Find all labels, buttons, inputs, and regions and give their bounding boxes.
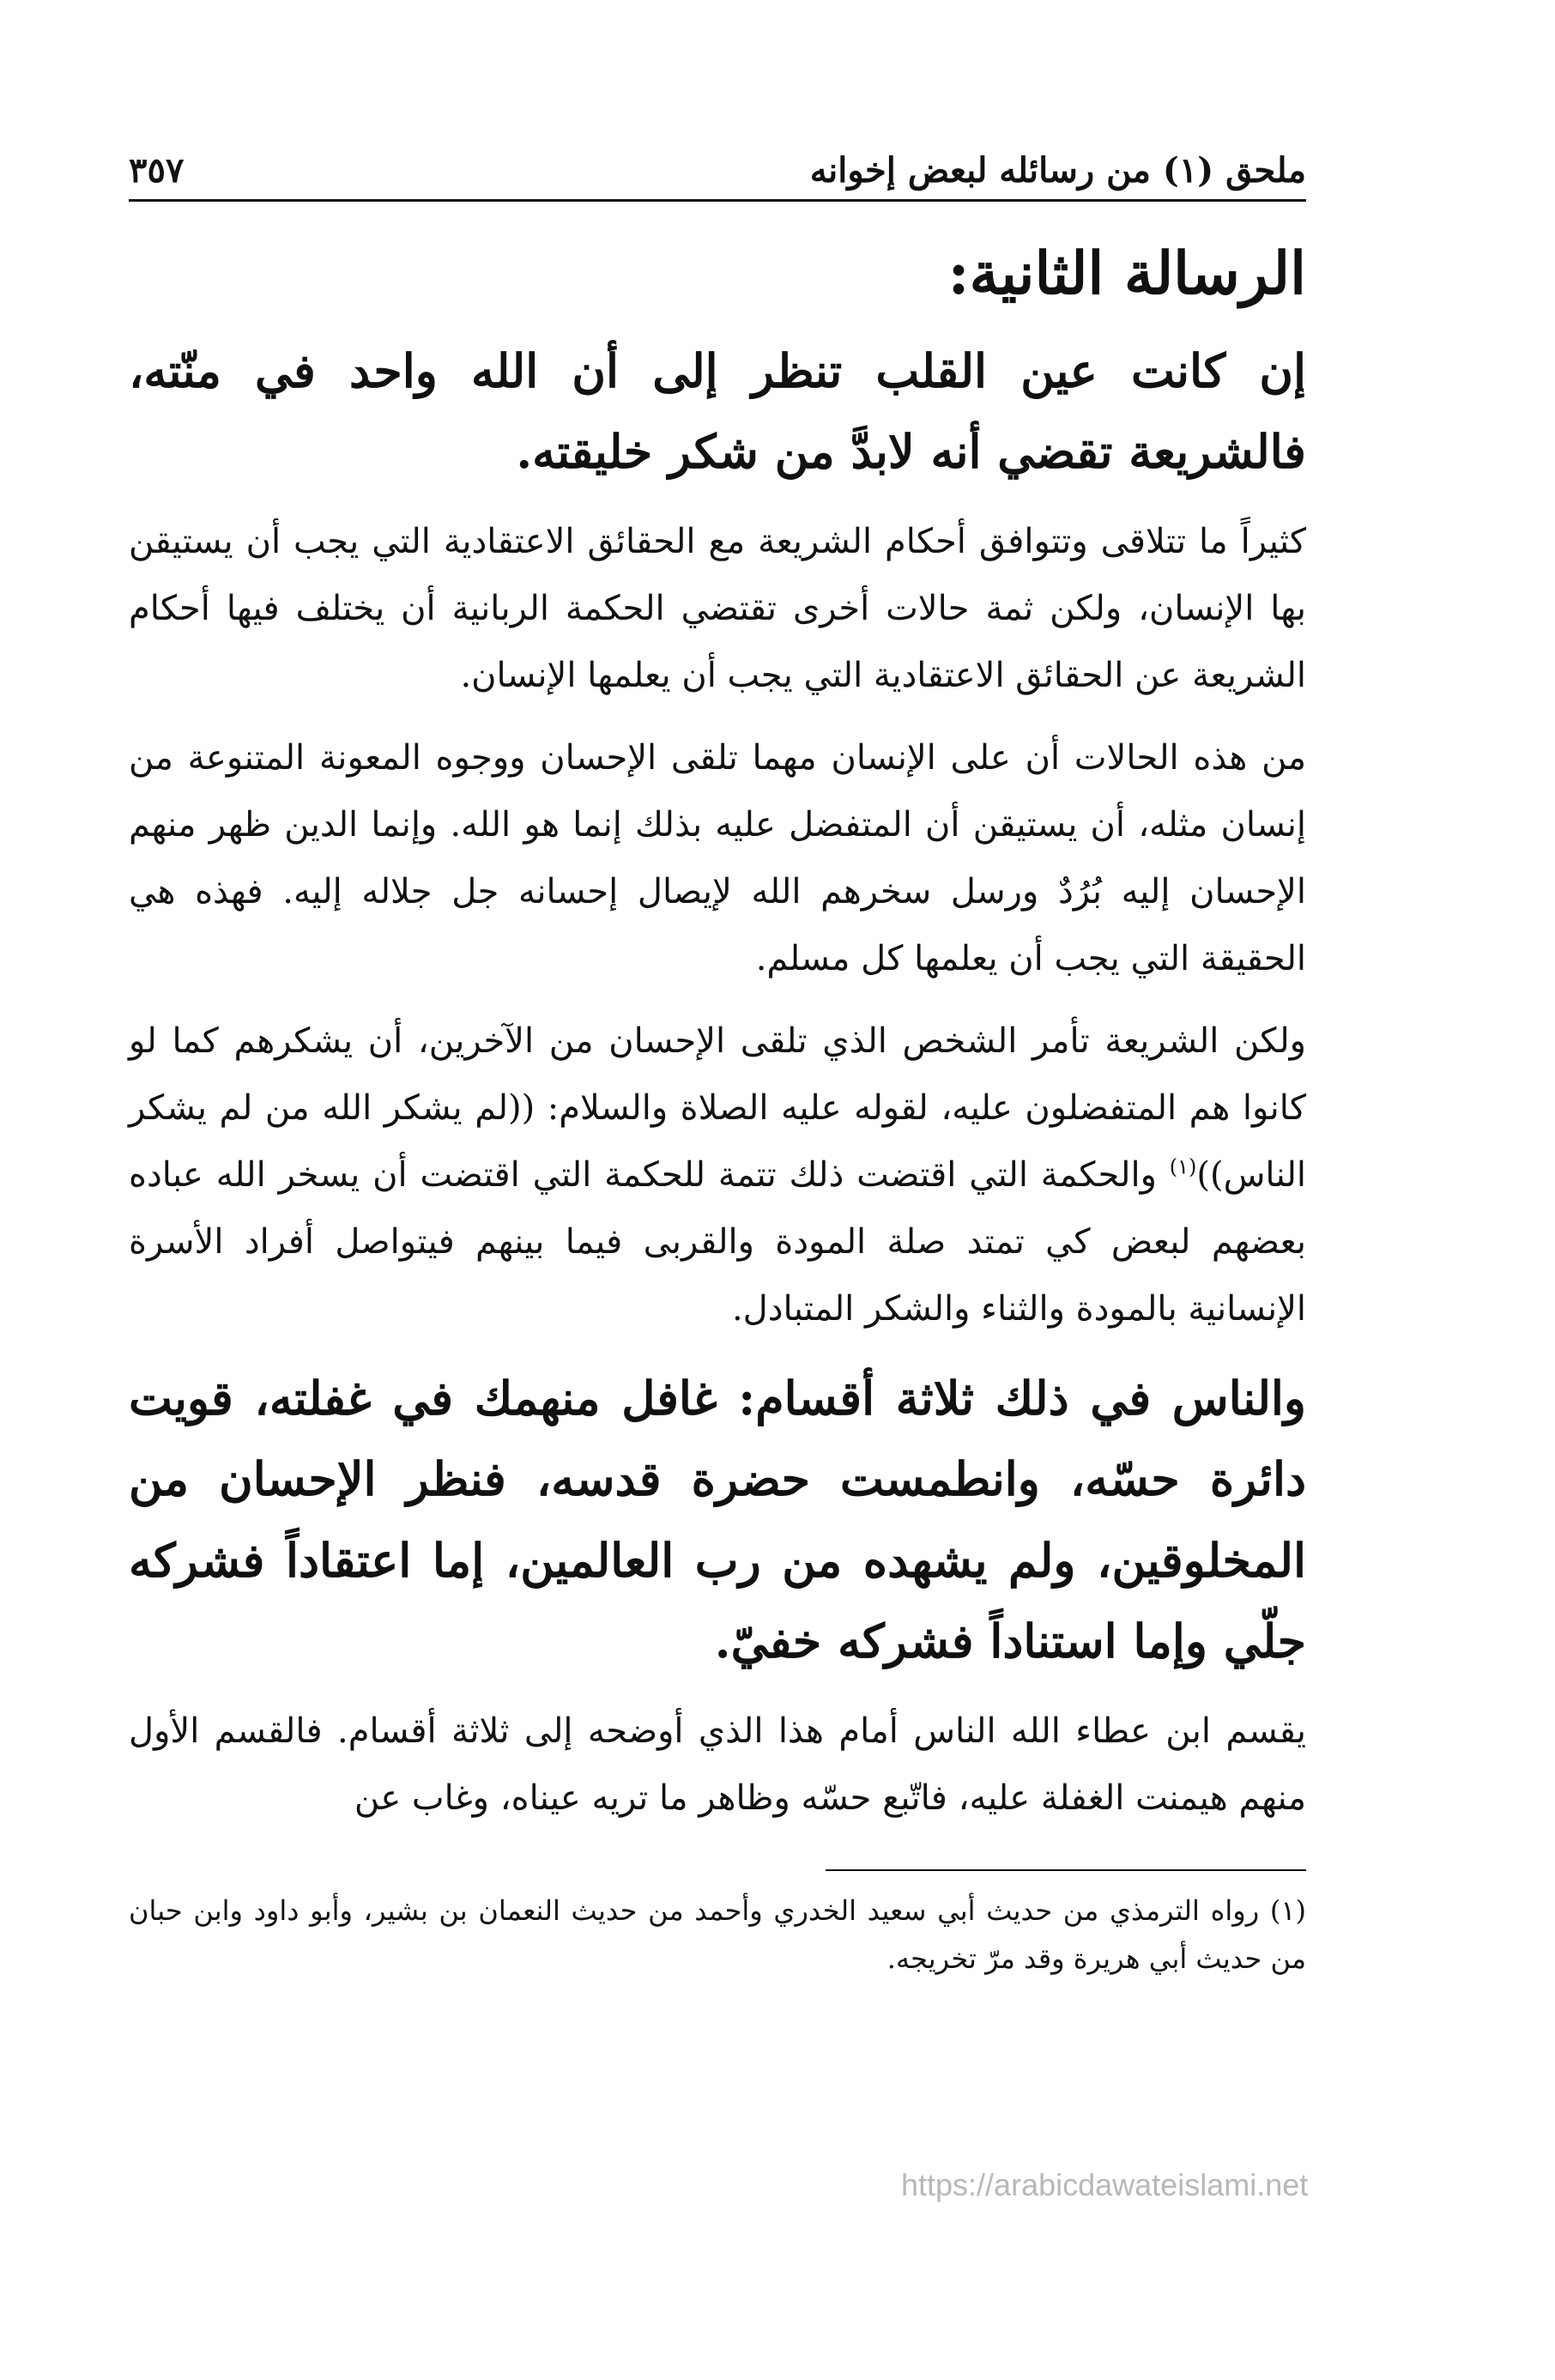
aphorism-quote-1: إن كانت عين القلب تنظر إلى أن الله واحد في منّته، فالشريعة تقضي أنه لابدَّ من شكر خليقته.	[129, 342, 1306, 480]
footnote-divider	[826, 1869, 1306, 1871]
document-page	[129, 129, 1306, 2326]
page-number: ٣٥٧	[129, 150, 185, 191]
running-title: ملحق (١) من رسائله لبعض إخوانه	[809, 150, 1306, 191]
watermark-url: https://arabicdawateislami.net	[901, 2167, 1309, 2202]
paragraph-3-text-before-ref: ولكن الشريعة تأمر الشخص الذي تلقى الإحسان من الآخرين، أن يشكرهم كما لو كانوا هم المتفضلون عليه، لقوله عليه الصلاة والسلام: ((لم يشكر الله من لم يشكر الناس))	[129, 1020, 1306, 1195]
running-header	[129, 129, 1306, 202]
aphorism-quote-2: والناس في ذلك ثلاثة أقسام: غافل منهمك في غفلته، قويت دائرة حسّه، وانطمست حضرة قدسه، فنظر الإحسان من المخلوقين، ولم يشهده من رب العالمين، إما اعتقاداً فشركه جلّي وإما استناداً فشركه خفيّ.	[129, 1370, 1307, 1669]
footnote: (١) رواه الترمذي من حديث أبي سعيد الخدري وأحمد من حديث النعمان بن بشير، وأبو داود وابن حبان من حديث أبي هريرة وقد مرّ تخريجه.	[129, 1893, 1306, 1975]
commentary-paragraph-2: من هذه الحالات أن على الإنسان مهما تلقى الإحسان ووجوه المعونة المتنوعة من إنسان مثله، أن يستيقن أن المتفضل عليه بذلك إنما هو الله. وإنما الدين ظهر منهم الإحسان إليه بُرُدٌ ورسل سخرهم الله لإيصال إحسانه جل جلاله إليه. فهذه هي الحقيقة التي يجب أن يعلمها كل مسلم.	[129, 737, 1306, 978]
paragraph-3-text-after-ref: والحكمة التي اقتضت ذلك تتمة للحكمة التي اقتضت أن يسخر الله عباده بعضهم لبعض كي تمتد صلة المودة والقربى فيما بينهم فيتواصل أفراد الأسرة الإنسانية بالمودة والثناء والشكر المتبادل.	[129, 1154, 1306, 1329]
commentary-paragraph-1: كثيراً ما تتلاقى وتتوافق أحكام الشريعة مع الحقائق الاعتقادية التي يجب أن يستيقن بها الإنسان، ولكن ثمة حالات أخرى تقتضي الحكمة الربانية أن يختلف فيها أحكام الشريعة عن الحقائق الاعتقادية التي يجب أن يعلمها الإنسان.	[129, 521, 1306, 695]
footnote-reference: (١)	[1169, 1154, 1197, 1179]
commentary-paragraph-4: يقسم ابن عطاء الله الناس أمام هذا الذي أوضحه إلى ثلاثة أقسام. فالقسم الأول منهم هيمنت الغفلة عليه، فاتّبع حسّه وظاهر ما تريه عيناه، وغاب عن	[129, 1711, 1306, 1818]
section-title: الرسالة الثانية:	[947, 239, 1306, 308]
commentary-paragraph-3	[129, 1008, 1306, 1342]
